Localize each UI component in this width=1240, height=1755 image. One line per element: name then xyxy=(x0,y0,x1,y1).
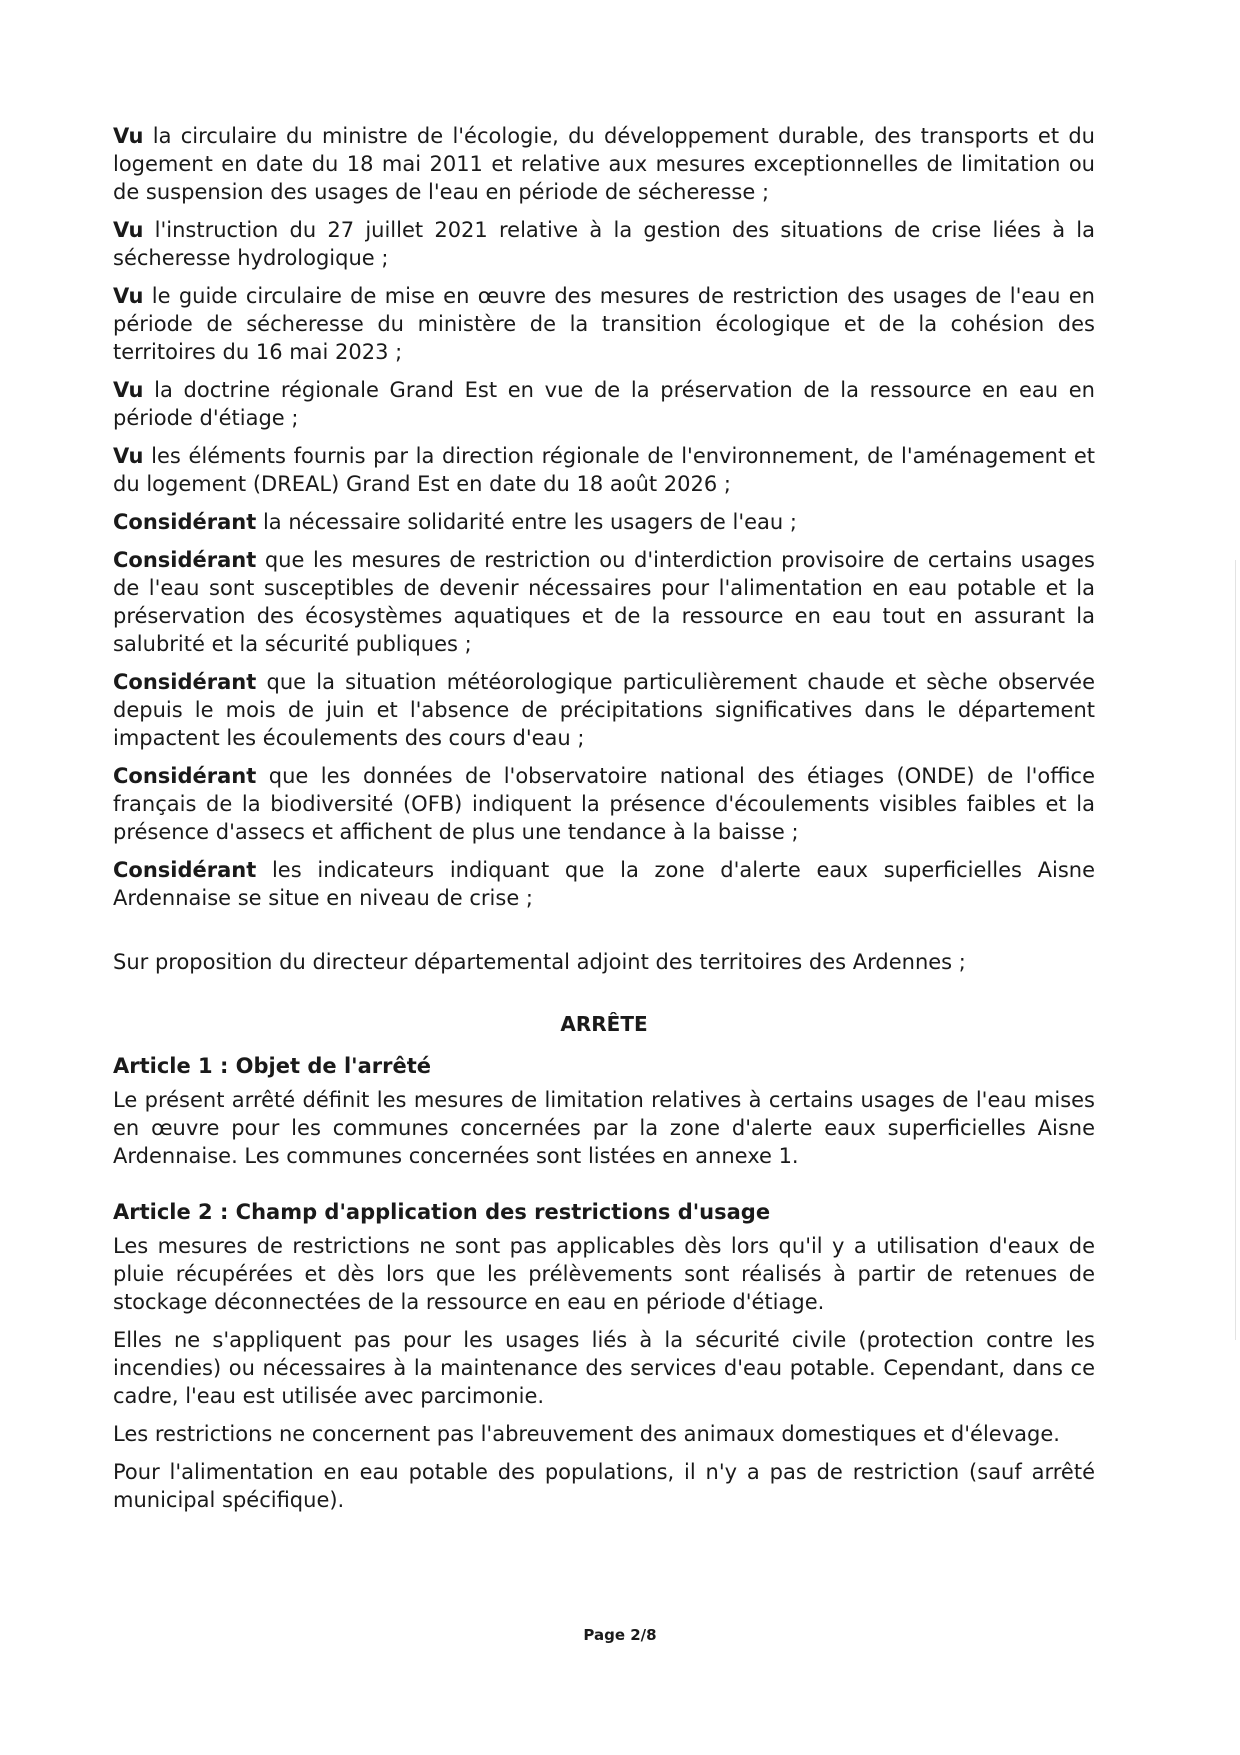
considerant-paragraph xyxy=(113,546,1095,658)
considerant-lead: Considérant xyxy=(113,858,257,882)
visa-paragraph xyxy=(113,122,1095,206)
proposition-paragraph: Sur proposition du directeur départemental adjoint des territoires des Ardennes ; xyxy=(113,950,966,974)
visa-text: les éléments fournis par la direction régionale de l'environnement, de l'aménagement et du logement (DREAL) Grand Est en date du 18 août 2026 ; xyxy=(113,444,1095,496)
considerant-lead: Considérant xyxy=(113,510,257,534)
considerant-text: que la situation météorologique particulièrement chaude et sèche observée depuis le mois de juin et l'absence de précipitations significatives dans le département impactent les écoulements des cours d'eau ; xyxy=(113,670,1095,750)
visa-text: la doctrine régionale Grand Est en vue de la préservation de la ressource en eau en période d'étiage ; xyxy=(113,378,1095,430)
visa-paragraph xyxy=(113,442,1095,498)
visa-text: la circulaire du ministre de l'écologie, du développement durable, des transports et du logement en date du 18 mai 2011 et relative aux mesures exceptionnelles de limitation ou de suspension des usages de l'eau en période de sécheresse ; xyxy=(113,124,1095,204)
article-2-paragraph: Elles ne s'appliquent pas pour les usages liés à la sécurité civile (protection contre les incendies) ou nécessaires à la maintenance des services d'eau potable. Cependant, dans ce cadre, l'eau est utilisée avec parcimonie. xyxy=(113,1328,1095,1408)
page-number: Page 2/8 xyxy=(583,1626,657,1644)
article-1-title: Article 1 : Objet de l'arrêté xyxy=(113,1054,431,1078)
visa-paragraph xyxy=(113,376,1095,432)
visa-lead: Vu xyxy=(113,444,144,468)
visa-lead: Vu xyxy=(113,218,144,242)
considerant-lead: Considérant xyxy=(113,548,257,572)
article-2-paragraph: Les restrictions ne concernent pas l'abreuvement des animaux domestiques et d'élevage. xyxy=(113,1422,1060,1446)
considerant-text: que les mesures de restriction ou d'interdiction provisoire de certains usages de l'eau sont susceptibles de devenir nécessaires pour l'alimentation en eau potable et la préservation des écosystèmes aquatiques et de la ressource en eau tout en assurant la salubrité et la sécurité publiques ; xyxy=(113,548,1095,656)
article-1-paragraph: Le présent arrêté définit les mesures de limitation relatives à certains usages de l'eau mises en œuvre pour les communes concernées par la zone d'alerte eaux superficielles Aisne Ardennaise. Les communes concernées sont listées en annexe 1. xyxy=(113,1088,1095,1168)
considerant-lead: Considérant xyxy=(113,670,257,694)
visa-paragraph xyxy=(113,216,1095,272)
article-2-paragraph: Pour l'alimentation en eau potable des populations, il n'y a pas de restriction (sauf arrêté municipal spécifique). xyxy=(113,1460,1095,1512)
visa-text: l'instruction du 27 juillet 2021 relative à la gestion des situations de crise liées à la sécheresse hydrologique ; xyxy=(113,218,1095,270)
considerant-text: les indicateurs indiquant que la zone d'alerte eaux superficielles Aisne Ardennaise se situe en niveau de crise ; xyxy=(113,858,1095,910)
visa-paragraph xyxy=(113,282,1095,366)
considerant-paragraph xyxy=(113,668,1095,752)
document-body xyxy=(113,122,1095,1524)
visa-lead: Vu xyxy=(113,284,144,308)
considerant-text: la nécessaire solidarité entre les usagers de l'eau ; xyxy=(256,510,797,534)
decision-title: ARRÊTE xyxy=(560,1012,648,1036)
considerant-paragraph xyxy=(113,508,1095,536)
considerant-paragraph xyxy=(113,762,1095,846)
considerant-paragraph xyxy=(113,856,1095,912)
visa-lead: Vu xyxy=(113,378,144,402)
article-2-title: Article 2 : Champ d'application des restrictions d'usage xyxy=(113,1200,771,1224)
article-2-paragraph: Les mesures de restrictions ne sont pas applicables dès lors qu'il y a utilisation d'eaux de pluie récupérées et dès lors que les prélèvements sont réalisés à partir de retenues de stockage déconnectées de la ressource en eau en période d'étiage. xyxy=(113,1234,1095,1314)
considerant-text: que les données de l'observatoire national des étiages (ONDE) de l'office français de la biodiversité (OFB) indiquent la présence d'écoulements visibles faibles et la présence d'assecs et affichent de plus une tendance à la baisse ; xyxy=(113,764,1095,844)
scan-edge-line xyxy=(1235,560,1236,1340)
visa-lead: Vu xyxy=(113,124,144,148)
visa-text: le guide circulaire de mise en œuvre des mesures de restriction des usages de l'eau en période de sécheresse du ministère de la transition écologique et de la cohésion des territoires du 16 mai 2023 ; xyxy=(113,284,1095,364)
considerant-lead: Considérant xyxy=(113,764,257,788)
